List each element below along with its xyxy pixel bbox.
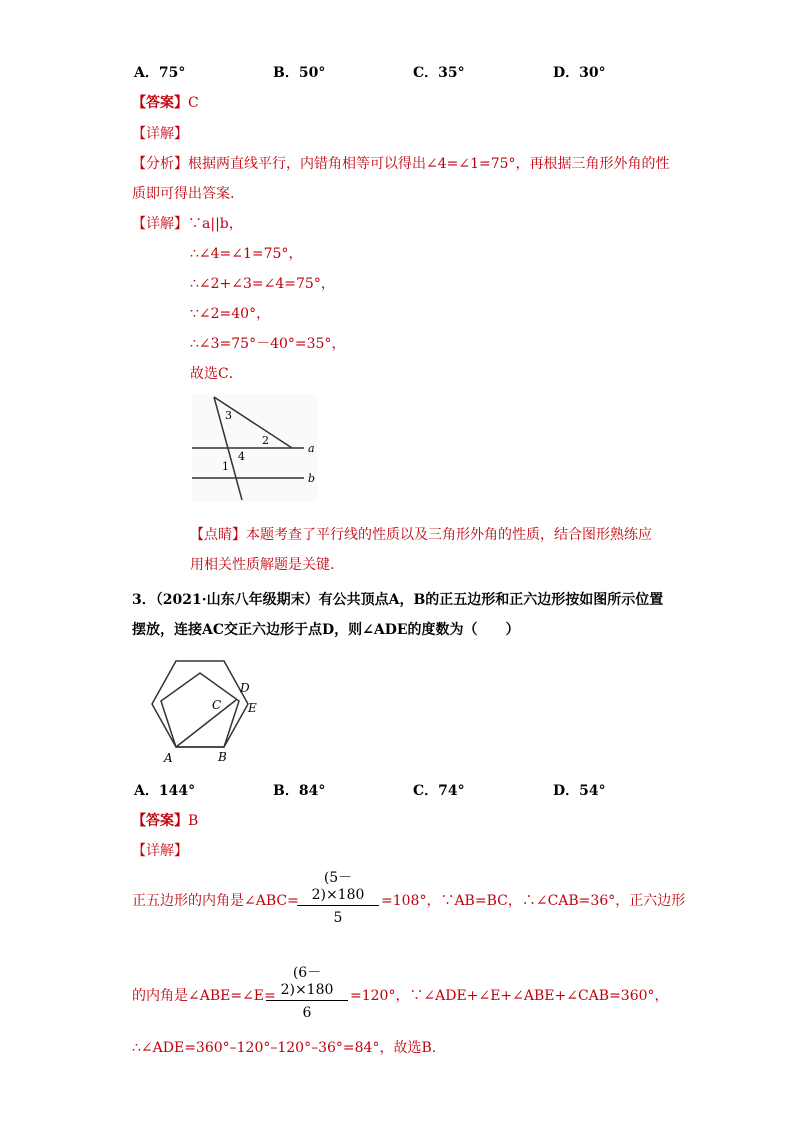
q3-question-line2: 摆放，连接AC交正六边形于点D，则∠ADE的度数为（ ） [132,622,520,638]
q3-solution-line2-suffix: =120°，∵∠ADE+∠E+∠ABE+∠CAB=360°， [350,988,669,1004]
point-b-label: B [218,750,227,764]
comment-label: 【点睛】 [190,527,246,543]
pentagon-hexagon-figure [136,656,266,768]
q2-step: 故选C． [190,366,243,382]
q2-detail-heading: 【详解】 [132,126,188,142]
q3-option-a: A．144° [134,783,196,799]
fraction-pentagon-angle [297,867,379,926]
q3-solution-line3: ∴∠ADE=360°–120°–120°–36°=84°，故选B. [132,1040,437,1056]
answer-label: 【答案】 [132,813,188,829]
q2-answer [132,92,199,112]
q2-step: ∴∠4=∠1=75°， [190,246,303,262]
line-b-label: b [308,472,316,485]
q3-question-line1: 3．（2021·山东八年级期末）有公共顶点A，B的正五边形和正六边形按如图所示位置 [132,592,664,608]
answer-label: 【答案】 [132,95,188,111]
q2-step: ∴∠3=75°－40°=35°， [190,336,346,352]
q2-analysis-line1 [132,153,670,173]
q3-option-c: C．74° [413,783,465,799]
fraction-numerator: (5－2)×180 [311,870,365,903]
q2-detail-line [132,213,243,233]
line-a-label: a [308,442,315,455]
analysis-text: 根据两直线平行，内错角相等可以得出∠4=∠1=75°，再根据三角形外角的性 [188,156,670,172]
analysis-label: 【分析】 [132,156,188,172]
detail-label: 【详解】 [132,216,188,232]
q2-option-c: C．35° [413,65,465,81]
step-text: ∵a||b， [188,216,243,232]
q3-solution-line1-prefix: 正五边形的内角是∠ABC= [132,893,299,909]
angle-2-label: 2 [262,434,269,447]
angle-4-label: 4 [238,450,245,463]
q3-solution-line1-suffix: =108°，∵AB=BC，∴∠CAB=36°，正六边形 [381,893,686,909]
comment-text: 本题考查了平行线的性质以及三角形外角的性质，结合图形熟练应 [246,527,652,543]
q3-option-b: B．84° [273,783,326,799]
point-c-label: C [212,698,222,712]
fraction-denominator: 5 [333,910,343,926]
q3-detail-heading: 【详解】 [132,843,188,859]
fraction-numerator: (6－2)×180 [280,965,334,998]
angle-1-label: 1 [222,460,229,473]
fraction-denominator: 6 [302,1005,312,1021]
q2-option-b: B．50° [273,65,326,81]
q3-solution-line2-prefix: 的内角是∠ABE=∠E= [132,988,276,1004]
q2-analysis-line2: 质即可得出答案. [132,186,235,202]
point-e-label: E [248,701,257,715]
q3-answer [132,810,198,830]
q2-option-a: A．75° [134,65,186,81]
fraction-hexagon-angle [266,962,348,1021]
q3-option-d: D．54° [553,783,606,799]
answer-value: B [188,813,199,829]
q2-step: ∴∠2+∠3=∠4=75°， [190,276,335,292]
point-d-label: D [240,681,250,695]
point-a-label: A [164,751,173,765]
q2-step: ∵∠2=40°， [190,306,271,322]
angle-3-label: 3 [225,409,232,422]
q2-comment-line2: 用相关性质解题是关键. [190,557,335,573]
answer-value: C [188,95,199,111]
q2-option-d: D．30° [553,65,606,81]
parallel-lines-figure [192,394,317,502]
q2-comment-line1 [190,524,652,544]
